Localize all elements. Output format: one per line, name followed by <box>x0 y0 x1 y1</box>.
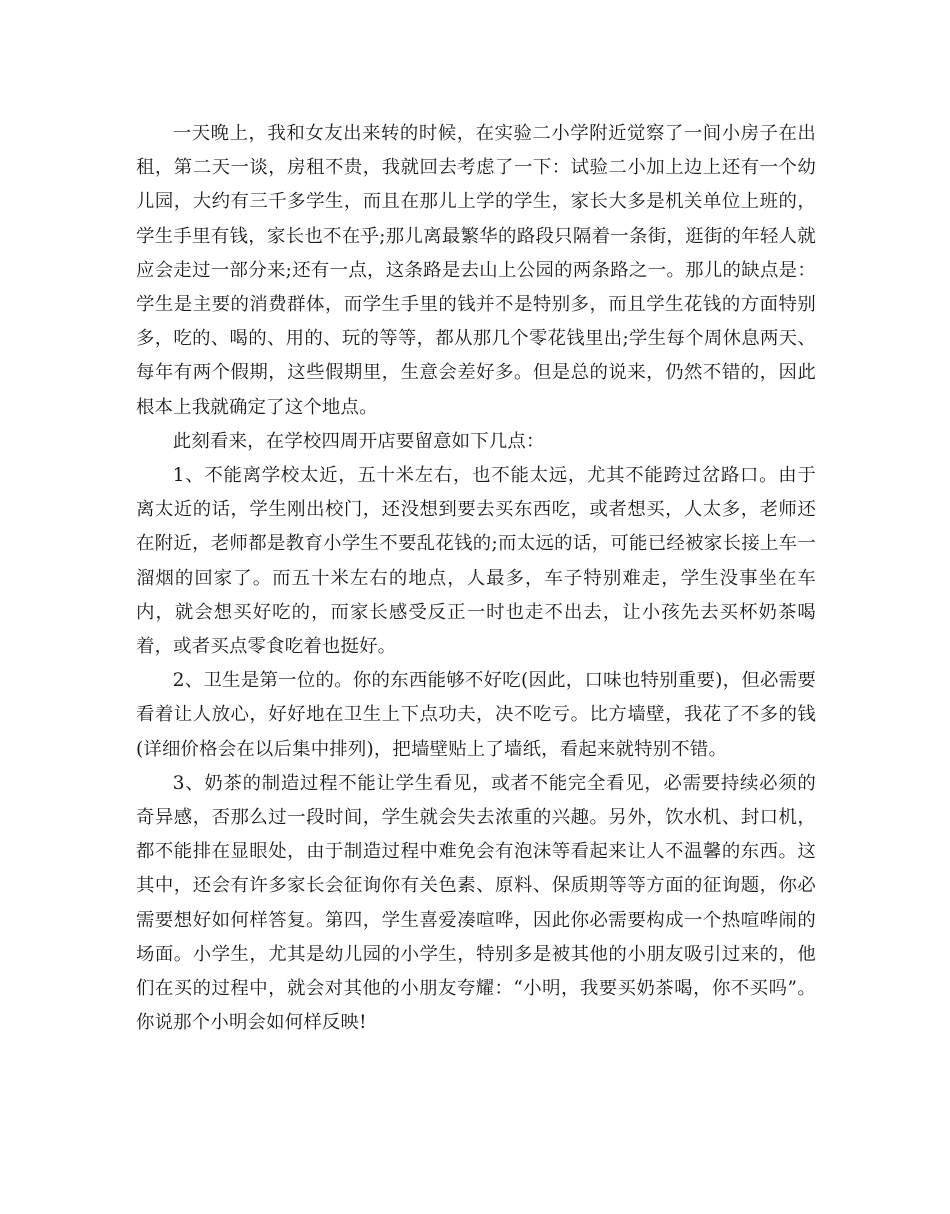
paragraph-tip-distance: 1、不能离学校太近，五十米左右，也不能太远，尤其不能跨过岔路口。由于离太近的话，学生刚出校门，还没想到要去买东西吃，或者想买，人太多，老师还在附近，老师都是教育小学生不要乱花钱的;而太远的话，可能已经被家长接上车一溜烟的回家了。而五十米左右的地点，人最多，车子特别难走，学生没事坐在车内，就会想买好吃的，而家长感受反正一时也走不出去，让小孩先去买杯奶茶喝着，或者买点零食吃着也挺好。 <box>136 465 816 658</box>
paragraph-tip-hygiene: 2、卫生是第一位的。你的东西能够不好吃(因此，口味也特别重要)，但必需要看着让人放心，好好地在卫生上下点功夫，决不吃亏。比方墙壁，我花了不多的钱(详细价格会在以后集中排列)，把墙壁贴上了墙纸，看起来就特别不错。 <box>136 670 816 760</box>
paragraph-tip-process: 3、奶茶的制造过程不能让学生看见，或者不能完全看见，必需要持续必须的奇异感，否那么过一段时间，学生就会失去浓重的兴趣。另外，饮水机、封口机，都不能排在显眼处，由于制造过程中难免会有泡沫等看起来让人不温馨的东西。这其中，还会有许多家长会征询你有关色素、原料、保质期等等方面的征询题，你必需要想好如何样答复。第四，学生喜爱凑喧哗，因此你必需要构成一个热喧哗闹的场面。小学生，尤其是幼儿园的小学生，特别多是被其他的小朋友吸引过来的，他们在买的过程中，就会对其他的小朋友夸耀：“小明，我要买奶茶喝，你不买吗”。你说那个小明会如何样反映! <box>136 772 816 1034</box>
paragraph-location-choice: 一天晚上，我和女友出来转的时候，在实验二小学附近觉察了一间小房子在出租，第二天一谈，房租不贵，我就回去考虑了一下：试验二小加上边上还有一个幼儿园，大约有三千多学生，而且在那儿上学的学生，家长大多是机关单位上班的，学生手里有钱，家长也不在乎;那儿离最繁华的路段只隔着一条街，逛街的年轻人就应会走过一部分来;还有一点，这条路是去山上公园的两条路之一。那儿的缺点是：学生是主要的消费群体，而学生手里的钱并不是特别多，而且学生花钱的方面特别多，吃的、喝的、用的、玩的等等，都从那几个零花钱里出;学生每个周休息两天、每年有两个假期，这些假期里，生意会差好多。但是总的说来，仍然不错的，因此根本上我就确定了这个地点。 <box>136 123 816 418</box>
paragraph-tips-intro: 此刻看来，在学校四周开店要留意如下几点： <box>172 430 545 452</box>
document-body <box>136 117 816 1040</box>
